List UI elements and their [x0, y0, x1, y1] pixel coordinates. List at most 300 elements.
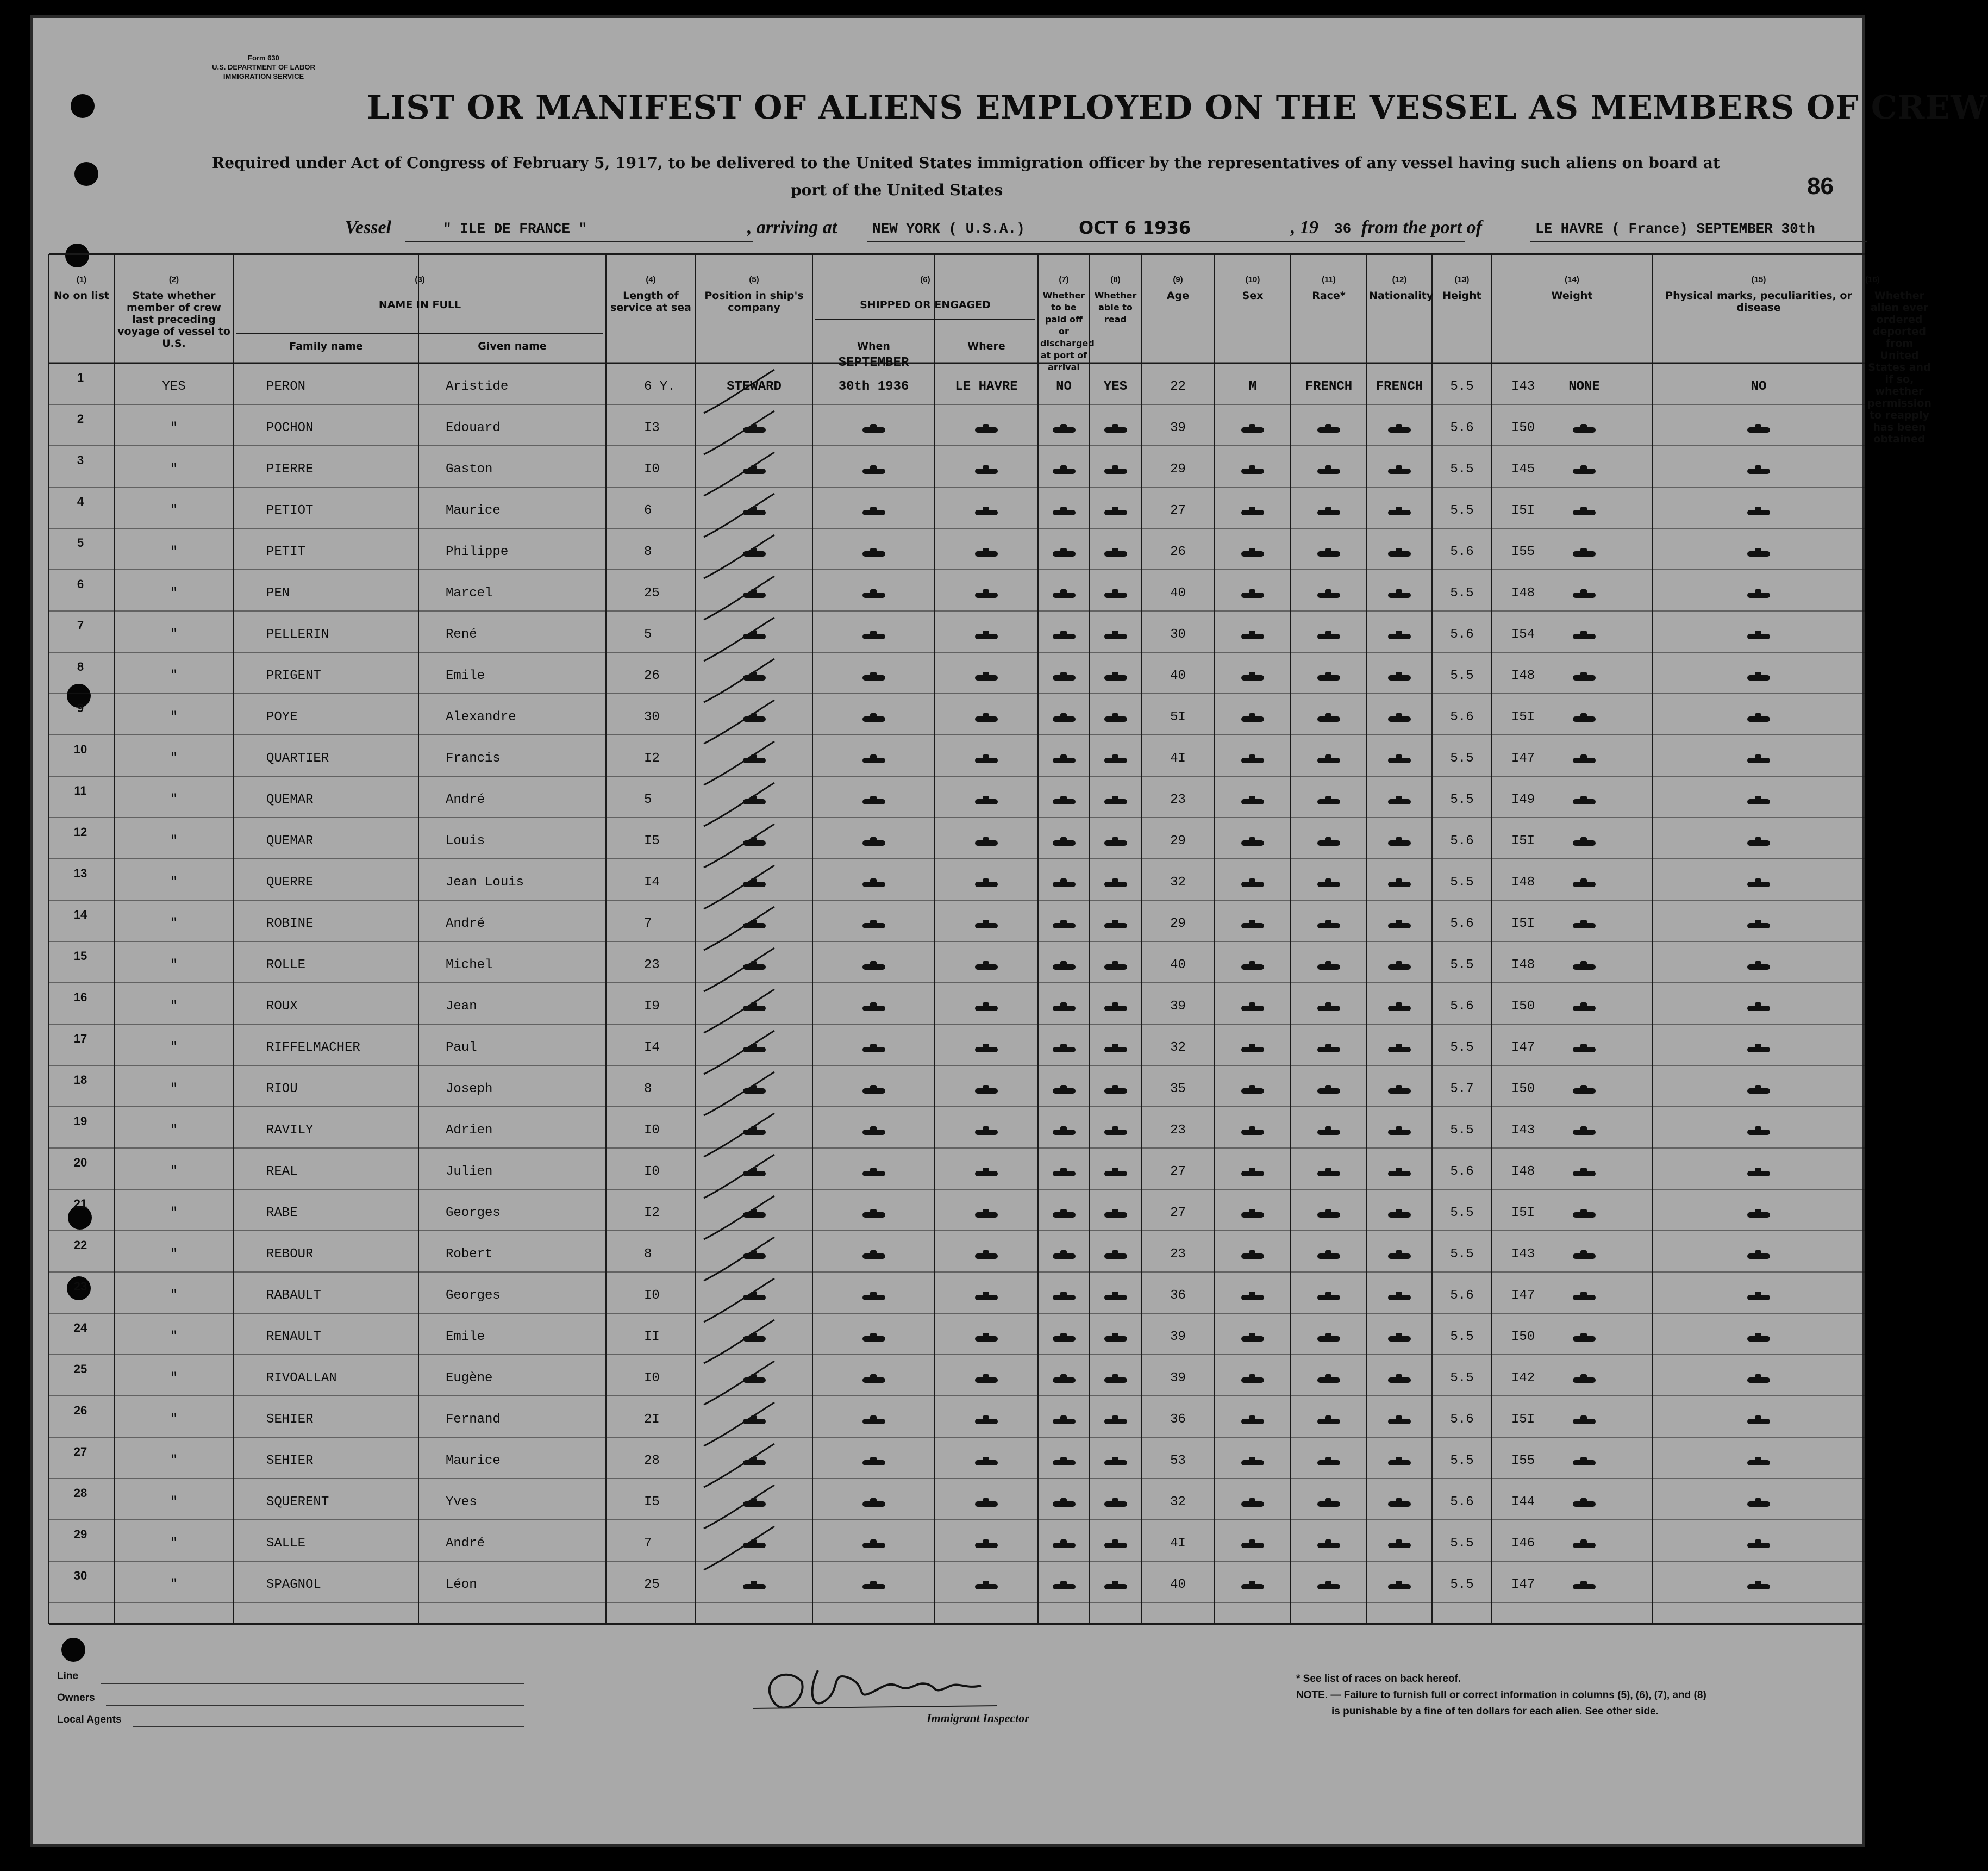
ditto-mark [862, 1336, 885, 1342]
height: 5.5 [1450, 503, 1474, 518]
ditto-mark [1747, 882, 1770, 887]
ditto-mark [1747, 593, 1770, 598]
penalty-note: NOTE. — Failure to furnish full or correct information in columns (5), (6), (7), and (8) [1296, 1689, 1706, 1701]
crew-member-status: " [170, 586, 178, 601]
crew-member-status: " [170, 1330, 178, 1344]
weight: I48 [1511, 958, 1535, 972]
service-length: 6 [644, 503, 652, 518]
ditto-mark [975, 716, 998, 722]
height: 5.6 [1450, 545, 1474, 559]
ditto-mark [1053, 840, 1076, 846]
ditto-mark [1388, 593, 1411, 598]
ditto-mark [1747, 1460, 1770, 1465]
column-number: (15) [1751, 275, 1766, 284]
family-name: RENAULT [266, 1330, 321, 1344]
family-name: QUEMAR [266, 793, 314, 807]
age: 23 [1170, 1123, 1186, 1138]
ditto-mark [1104, 923, 1127, 928]
family-name: PIERRE [266, 462, 314, 477]
crew-member-status: " [170, 751, 178, 766]
from-port-label: from the port of [1361, 217, 1482, 238]
service-length: I4 [644, 875, 660, 890]
pen-check-mark [704, 1278, 774, 1322]
pen-check-mark [704, 1485, 774, 1529]
ditto-mark [1317, 469, 1340, 474]
weight: I47 [1511, 1577, 1535, 1592]
given-name: Edouard [446, 421, 501, 435]
service-length: 25 [644, 1577, 660, 1592]
service-length: I5 [644, 834, 660, 849]
ditto-mark [1747, 840, 1770, 846]
pen-check-mark [704, 1361, 774, 1405]
row-number: 21 [73, 1197, 87, 1211]
ditto-mark [1573, 1130, 1596, 1135]
ditto-mark [1317, 1419, 1340, 1424]
age: 27 [1170, 1164, 1186, 1179]
pen-check-mark [704, 659, 774, 702]
year-value: 36 [1334, 221, 1352, 237]
vessel-name: " ILE DE FRANCE " [443, 221, 587, 237]
crew-member-status: " [170, 462, 178, 477]
weight: I48 [1511, 875, 1535, 890]
ditto-mark [743, 840, 766, 846]
ditto-mark [1104, 964, 1127, 970]
row-number: 2 [77, 412, 84, 426]
service-length: 28 [644, 1454, 660, 1468]
weight: I47 [1511, 1288, 1535, 1303]
ditto-mark [1104, 1171, 1127, 1176]
ditto-mark [1053, 1212, 1076, 1218]
column-header: SHIPPED OR ENGAGED [860, 299, 991, 311]
column-header: Sex [1242, 290, 1264, 302]
ditto-mark [975, 882, 998, 887]
family-name: ROUX [266, 999, 298, 1014]
height: 5.5 [1450, 958, 1474, 972]
ditto-mark [1317, 675, 1340, 681]
immigrant-inspector-label: Immigrant Inspector [927, 1711, 1029, 1725]
ditto-mark [862, 1501, 885, 1507]
ditto-mark [1241, 427, 1264, 433]
ditto-mark [1573, 1584, 1596, 1589]
pen-check-mark [704, 1237, 774, 1281]
ditto-mark [975, 1377, 998, 1383]
ditto-mark [1317, 593, 1340, 598]
ditto-mark [1317, 1171, 1340, 1176]
service-name: IMMIGRATION SERVICE [223, 72, 304, 80]
height: 5.6 [1450, 916, 1474, 931]
row-number: 20 [73, 1156, 87, 1169]
ditto-mark [1317, 1584, 1340, 1589]
age: 32 [1170, 875, 1186, 890]
ditto-mark [1104, 634, 1127, 639]
ditto-mark [1053, 1130, 1076, 1135]
row-number: 11 [74, 784, 87, 797]
pen-check-mark [704, 741, 774, 785]
pen-check-mark [704, 411, 774, 454]
pen-check-mark [704, 494, 774, 537]
ditto-mark [1241, 716, 1264, 722]
ditto-mark [1747, 964, 1770, 970]
row-number: 27 [73, 1445, 87, 1458]
column-number: (8) [1110, 275, 1121, 284]
ditto-mark [1573, 964, 1596, 970]
service-length: I0 [644, 1371, 660, 1386]
ditto-mark [1053, 882, 1076, 887]
pen-check-mark [704, 948, 774, 991]
crew-member-status: YES [162, 379, 186, 394]
ditto-mark [743, 1377, 766, 1383]
ditto-mark [1104, 675, 1127, 681]
family-name: SEHIER [266, 1412, 314, 1427]
ditto-mark [1053, 1047, 1076, 1052]
given-name: Louis [446, 834, 485, 849]
given-name: Jean [446, 999, 477, 1014]
ditto-mark [1053, 634, 1076, 639]
department-name: U.S. DEPARTMENT OF LABOR [212, 63, 315, 71]
family-name: POCHON [266, 421, 314, 435]
ditto-mark [1241, 1212, 1264, 1218]
ditto-mark [975, 1460, 998, 1465]
weight: I44 [1511, 1495, 1535, 1510]
ditto-mark [975, 840, 998, 846]
height: 5.5 [1450, 462, 1474, 477]
family-name: PELLERIN [266, 627, 329, 642]
column-number: (13) [1454, 275, 1470, 284]
ditto-mark [1104, 427, 1127, 433]
ditto-mark [743, 964, 766, 970]
ditto-mark [1317, 1212, 1340, 1218]
ditto-mark [1388, 634, 1411, 639]
ditto-mark [862, 1419, 885, 1424]
ditto-mark [1317, 964, 1340, 970]
given-name: Eugène [446, 1371, 493, 1386]
ditto-mark [1747, 469, 1770, 474]
column-number: (11) [1322, 275, 1336, 284]
given-name: Aristide [446, 379, 509, 394]
family-name: RIVOALLAN [266, 1371, 337, 1386]
row-number: 12 [73, 825, 87, 839]
weight: I48 [1511, 669, 1535, 683]
able-to-read: YES [1103, 379, 1128, 394]
ditto-mark [862, 1584, 885, 1589]
column-number: (3) [415, 275, 425, 284]
ditto-mark [1104, 1460, 1127, 1465]
column-header: Race* [1312, 290, 1346, 302]
ditto-mark [1573, 1088, 1596, 1094]
ditto-mark [1317, 1253, 1340, 1259]
crew-member-status: " [170, 1536, 178, 1551]
penalty-note-continued: is punishable by a fine of ten dollars for each alien. See other side. [1331, 1706, 1659, 1717]
age: 53 [1170, 1454, 1186, 1468]
age: 27 [1170, 503, 1186, 518]
pen-check-mark [704, 576, 774, 620]
given-name: André [446, 793, 485, 807]
pen-check-mark [704, 1196, 774, 1239]
ditto-mark [1388, 1171, 1411, 1176]
pen-check-mark [704, 1320, 774, 1363]
ditto-mark [1104, 1047, 1127, 1052]
ditto-mark [1317, 427, 1340, 433]
ditto-mark [1388, 1336, 1411, 1342]
ditto-mark [1104, 1130, 1127, 1135]
ditto-mark [1317, 716, 1340, 722]
ditto-mark [743, 1543, 766, 1548]
family-name: RIFFELMACHER [266, 1040, 360, 1055]
ditto-mark [975, 427, 998, 433]
pen-check-mark [704, 1444, 774, 1487]
family-name: PEN [266, 586, 290, 601]
height: 5.7 [1450, 1082, 1474, 1096]
ditto-mark [743, 1006, 766, 1011]
shipped-when: 30th 1936 [838, 379, 909, 394]
age: 39 [1170, 1371, 1186, 1386]
ditto-mark [862, 634, 885, 639]
ditto-mark [1053, 923, 1076, 928]
height: 5.6 [1450, 421, 1474, 435]
pen-check-mark [704, 618, 774, 661]
height: 5.6 [1450, 1164, 1474, 1179]
ditto-mark [1747, 1543, 1770, 1548]
ditto-mark [1573, 675, 1596, 681]
ditto-mark [1573, 469, 1596, 474]
given-name: Julien [446, 1164, 493, 1179]
date-stamp: OCT 6 1936 [1079, 217, 1191, 238]
ditto-mark [1241, 1253, 1264, 1259]
arrival-port: NEW YORK ( U.S.A.) [872, 221, 1025, 237]
nationality: FRENCH [1376, 379, 1423, 394]
ditto-mark [1104, 1336, 1127, 1342]
ditto-mark [1053, 1584, 1076, 1589]
weight: I48 [1511, 1164, 1535, 1179]
ditto-mark [1241, 634, 1264, 639]
ditto-mark [1241, 799, 1264, 804]
service-length: 7 [644, 916, 652, 931]
ditto-mark [1747, 1336, 1770, 1342]
ditto-mark [1317, 551, 1340, 557]
ditto-mark [1241, 1006, 1264, 1011]
ditto-mark [1388, 1295, 1411, 1300]
service-length: I5 [644, 1495, 660, 1510]
ditto-mark [1053, 758, 1076, 763]
age: 39 [1170, 1330, 1186, 1344]
ditto-mark [1573, 882, 1596, 887]
ditto-mark [1104, 551, 1127, 557]
ditto-mark [1388, 1584, 1411, 1589]
family-name: QUEMAR [266, 834, 314, 849]
family-name: REBOUR [266, 1247, 314, 1262]
ditto-mark [1747, 551, 1770, 557]
row-number: 25 [73, 1362, 87, 1376]
weight: I47 [1511, 751, 1535, 766]
given-name: Robert [446, 1247, 493, 1262]
ditto-mark [1241, 1460, 1264, 1465]
crew-member-status: " [170, 669, 178, 683]
ditto-mark [1053, 1460, 1076, 1465]
ditto-mark [1388, 964, 1411, 970]
age: 29 [1170, 916, 1186, 931]
ditto-mark [1241, 1047, 1264, 1052]
family-name: RIOU [266, 1082, 298, 1096]
age: 4I [1170, 1536, 1186, 1551]
ditto-mark [1573, 1336, 1596, 1342]
service-length: 5 [644, 793, 652, 807]
family-name: QUERRE [266, 875, 314, 890]
ditto-mark [1747, 758, 1770, 763]
column-number: (10) [1245, 275, 1260, 284]
ditto-mark [1104, 758, 1127, 763]
given-name: Alexandre [446, 710, 516, 725]
ditto-mark [862, 882, 885, 887]
ditto-mark [1317, 882, 1340, 887]
row-number: 16 [73, 990, 87, 1004]
line-field [101, 1683, 524, 1684]
ditto-mark [743, 923, 766, 928]
ditto-mark [1104, 510, 1127, 515]
ditto-mark [1053, 510, 1076, 515]
physical-marks: NONE [1568, 379, 1600, 394]
ditto-mark [862, 510, 885, 515]
ditto-mark [1388, 427, 1411, 433]
ditto-mark [1388, 1419, 1411, 1424]
weight: I55 [1511, 1454, 1535, 1468]
deportation-status: NO [1751, 379, 1767, 394]
crew-member-status: " [170, 545, 178, 559]
ditto-mark [862, 1088, 885, 1094]
crew-member-status: " [170, 1040, 178, 1055]
ditto-mark [862, 1377, 885, 1383]
column-header: No on list [53, 290, 110, 302]
ditto-mark [975, 1543, 998, 1548]
ditto-mark [975, 1419, 998, 1424]
year-label: , 19 [1291, 217, 1318, 238]
family-name: QUARTIER [266, 751, 329, 766]
ditto-mark [1573, 1377, 1596, 1383]
ditto-mark [1053, 964, 1076, 970]
age: 5I [1170, 710, 1186, 725]
service-length: 6 Y. [644, 379, 676, 394]
crew-member-status: " [170, 1123, 178, 1138]
row-number: 23 [73, 1280, 87, 1293]
ditto-mark [975, 923, 998, 928]
ditto-mark [1241, 1501, 1264, 1507]
height: 5.5 [1450, 586, 1474, 601]
row-number: 7 [77, 619, 84, 632]
service-length: 23 [644, 958, 660, 972]
family-name: RABAULT [266, 1288, 321, 1303]
local-agents-field [133, 1726, 524, 1727]
service-length: I2 [644, 1206, 660, 1220]
ditto-mark [975, 1584, 998, 1589]
crew-member-status: " [170, 1412, 178, 1427]
ditto-mark [975, 1336, 998, 1342]
ditto-mark [1388, 1212, 1411, 1218]
ditto-mark [1388, 1377, 1411, 1383]
given-name: Maurice [446, 503, 501, 518]
column-header: Whether able to read [1094, 290, 1137, 325]
ditto-mark [1241, 593, 1264, 598]
weight: I43 [1511, 1123, 1535, 1138]
ditto-mark [1317, 1543, 1340, 1548]
ditto-mark [743, 593, 766, 598]
ditto-mark [1104, 1006, 1127, 1011]
ditto-mark [975, 1295, 998, 1300]
ditto-mark [1241, 675, 1264, 681]
row-number: 6 [77, 577, 84, 591]
service-length: II [644, 1330, 660, 1344]
given-name: Michel [446, 958, 493, 972]
row-number: 9 [77, 701, 84, 715]
age: 40 [1170, 586, 1186, 601]
ditto-mark [1241, 923, 1264, 928]
ship-position: STEWARD [727, 379, 782, 394]
ditto-mark [975, 1130, 998, 1135]
ditto-mark [862, 593, 885, 598]
ditto-mark [1104, 1584, 1127, 1589]
ditto-mark [1053, 551, 1076, 557]
age: 40 [1170, 1577, 1186, 1592]
weight: I55 [1511, 545, 1535, 559]
age: 29 [1170, 834, 1186, 849]
weight: I46 [1511, 1536, 1535, 1551]
ditto-mark [743, 1460, 766, 1465]
ditto-mark [1388, 1460, 1411, 1465]
document-subtitle-continued: port of the United States [791, 181, 1003, 199]
ditto-mark [1388, 882, 1411, 887]
ditto-mark [862, 1253, 885, 1259]
ditto-mark [1747, 1088, 1770, 1094]
ditto-mark [1317, 510, 1340, 515]
ditto-mark [1104, 1088, 1127, 1094]
line-label: Line [57, 1670, 79, 1682]
column-header: Whether alien ever ordered deported from United States and if so, whether permission to reapply has been obtained [1867, 290, 1931, 445]
ditto-mark [1317, 1336, 1340, 1342]
pen-check-mark [704, 1155, 774, 1198]
ditto-mark [975, 510, 998, 515]
ditto-mark [1747, 923, 1770, 928]
family-name: SPAGNOL [266, 1577, 321, 1592]
ditto-mark [1241, 1543, 1264, 1548]
pen-check-mark [704, 535, 774, 578]
column-header: Physical marks, peculiarities, or disease [1665, 290, 1852, 314]
ditto-mark [743, 469, 766, 474]
ditto-mark [1388, 551, 1411, 557]
weight: I5I [1511, 916, 1535, 931]
ditto-mark [862, 716, 885, 722]
ditto-mark [1573, 840, 1596, 846]
row-number: 13 [73, 866, 87, 880]
ditto-mark [1053, 1295, 1076, 1300]
height: 5.5 [1450, 793, 1474, 807]
pen-check-mark [704, 907, 774, 950]
ditto-mark [743, 1419, 766, 1424]
family-name: PETIT [266, 545, 306, 559]
ditto-mark [1053, 427, 1076, 433]
family-name: PRIGENT [266, 669, 321, 683]
given-name: Léon [446, 1577, 477, 1592]
ditto-mark [1747, 1047, 1770, 1052]
given-name: Emile [446, 669, 485, 683]
age: 39 [1170, 999, 1186, 1014]
ditto-mark [1747, 1171, 1770, 1176]
ditto-mark [743, 675, 766, 681]
ditto-mark [975, 634, 998, 639]
ditto-mark [1573, 1006, 1596, 1011]
pen-check-mark [704, 824, 774, 868]
pen-check-mark [704, 1526, 774, 1570]
weight: I5I [1511, 834, 1535, 849]
paid-off: NO [1056, 379, 1072, 394]
family-name: ROBINE [266, 916, 314, 931]
